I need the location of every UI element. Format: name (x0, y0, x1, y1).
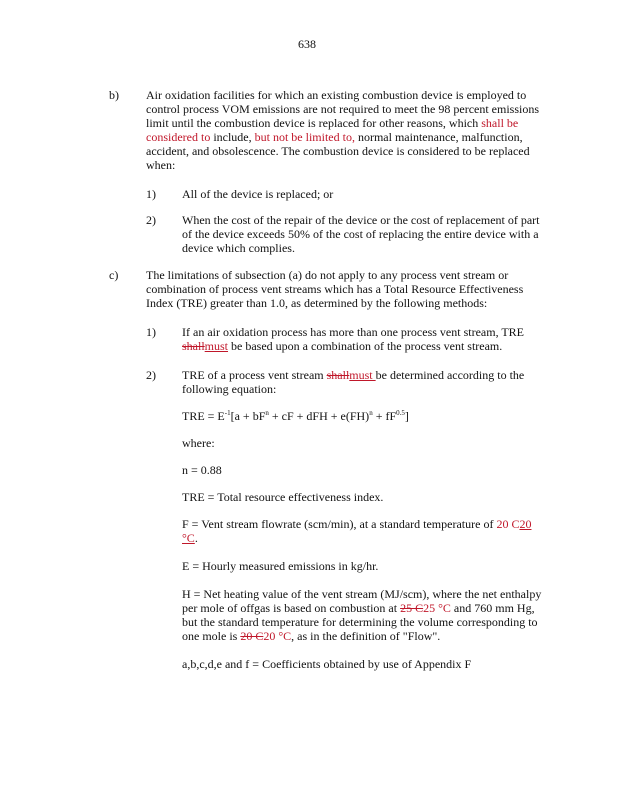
section-b-item-line: When the cost of the repair of the device or the cost of replacement of part (182, 213, 540, 227)
section-b-label: b) (109, 88, 119, 102)
section-b-line: when: (146, 158, 176, 172)
text: be determined according to the (375, 368, 525, 382)
deleted-text: 20 C (240, 629, 264, 643)
eq-text: + cF + dFH + e(FH) (268, 409, 370, 423)
section-b-item-line: of the device exceeds 50% of the cost of replacing the entire device with a (182, 227, 539, 241)
h-definition (182, 629, 440, 643)
text: and 760 mm Hg, (450, 601, 535, 615)
text: per mole of offgas is based on combustion at (182, 601, 401, 615)
deleted-text: 25 C (400, 601, 424, 615)
inserted-text: but not be limited to, (254, 130, 355, 144)
text: limit until the combustion device is replaced for other reasons, which (146, 116, 479, 130)
section-c-item-line (182, 368, 524, 382)
inserted-text: must (349, 368, 376, 382)
section-b-line: accident, and obsolescence. The combustion device is considered to be replaced (146, 144, 530, 158)
inserted-text: 20 C (496, 517, 520, 531)
section-c-line: combination of process vent streams which has a Total Resource Effectiveness (146, 282, 524, 296)
text: normal maintenance, malfunction, (357, 130, 523, 144)
f-definition (182, 517, 531, 531)
section-b-line (146, 116, 518, 130)
tre-equation (182, 409, 409, 423)
section-c-item-line (182, 339, 502, 353)
eq-superscript: -1 (224, 409, 231, 417)
text: include, (213, 130, 252, 144)
h-definition: but the standard temperature for determining the volume corresponding to (182, 615, 538, 629)
section-c-line: The limitations of subsection (a) do not apply to any process vent stream or (146, 268, 509, 282)
where-label: where: (182, 436, 215, 450)
inserted-text: 20 (519, 517, 532, 531)
section-b-line (146, 130, 523, 144)
tre-definition: TRE = Total resource effectiveness index. (182, 490, 384, 504)
eq-text: [a + bF (230, 409, 266, 423)
h-definition (182, 601, 535, 615)
eq-superscript: n (265, 409, 269, 417)
inserted-text: 25 °C (423, 601, 451, 615)
text: , as in the definition of "Flow". (291, 629, 441, 643)
section-b-item-line: All of the device is replaced; or (182, 187, 334, 201)
inserted-text: 20 °C (263, 629, 292, 643)
text: . (194, 531, 198, 545)
eq-superscript: 0.5 (396, 409, 405, 417)
eq-text: ] (404, 409, 409, 423)
section-b-item-label: 2) (146, 213, 156, 227)
eq-text: TRE = E (182, 409, 225, 423)
inserted-text: °C (182, 531, 195, 545)
deleted-text: shall (326, 368, 350, 382)
section-c-item-label: 2) (146, 368, 156, 382)
eq-text: + fF (372, 409, 397, 423)
text: TRE of a process vent stream (182, 368, 327, 382)
inserted-text: shall be (481, 116, 519, 130)
section-b-item-line: device which complies. (182, 241, 295, 255)
n-definition: n = 0.88 (182, 463, 222, 477)
deleted-text: shall (182, 339, 205, 353)
h-definition: H = Net heating value of the vent stream (MJ/scm), where the net enthalpy (182, 587, 542, 601)
section-c-line: Index (TRE) greater than 1.0, as determined by the following methods: (146, 296, 488, 310)
page-number: 638 (298, 37, 316, 51)
text: be based upon a combination of the process vent stream. (228, 339, 503, 353)
section-b-item-label: 1) (146, 187, 156, 201)
f-definition-cont (182, 531, 198, 545)
section-c-label: c) (109, 268, 119, 282)
section-b-line: Air oxidation facilities for which an existing combustion device is employed to (146, 88, 527, 102)
section-c-item-label: 1) (146, 325, 156, 339)
section-b-line: control process VOM emissions are not required to meet the 98 percent emissions (146, 102, 540, 116)
inserted-text: must (204, 339, 229, 353)
e-definition: E = Hourly measured emissions in kg/hr. (182, 559, 379, 573)
section-c-item-line: following equation: (182, 382, 277, 396)
section-c-item-line: If an air oxidation process has more than one process vent stream, TRE (182, 325, 525, 339)
text: F = Vent stream flowrate (scm/min), at a standard temperature of (182, 517, 494, 531)
text: one mole is (182, 629, 241, 643)
coefficients-definition: a,b,c,d,e and f = Coefficients obtained by use of Appendix F (182, 657, 472, 671)
inserted-text: considered to (146, 130, 211, 144)
eq-superscript: n (369, 409, 373, 417)
